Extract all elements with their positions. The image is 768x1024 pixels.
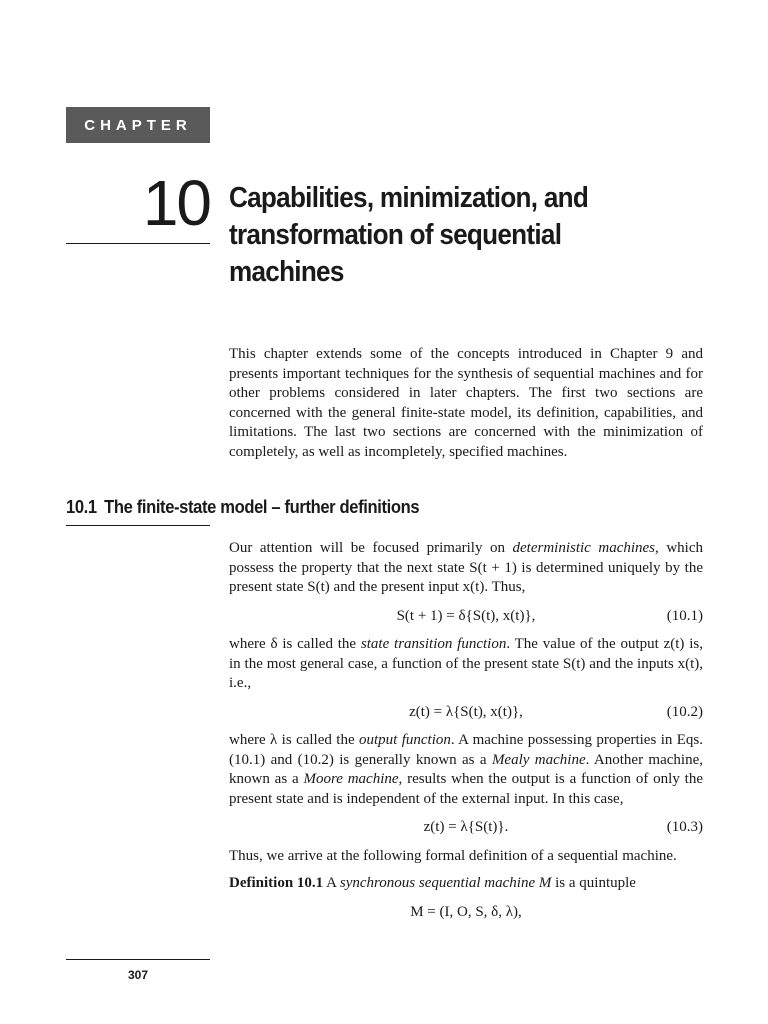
equation-10-1: [229, 607, 703, 627]
term-synchronous-sequential-machine: synchronous sequential machine M: [339, 875, 552, 891]
chapter-number-rule: [66, 243, 210, 244]
term-deterministic-machines: deterministic machines: [512, 540, 656, 556]
paragraph-1: Our attention will be focused primarily on deterministic machines, which possess the property that the next state S(t + 1) is determined uniquely by the present state S(t) and the present input x(t). Thus,: [229, 540, 703, 595]
section-heading: [66, 496, 419, 518]
equation-tag: (10.1): [666, 607, 703, 624]
paragraph-2: where δ is called the state transition function. The value of the output z(t) is, in the most general case, a function of the present state S(t) and the inputs x(t), i.e.,: [229, 636, 703, 691]
equation-10-3: [229, 818, 703, 838]
equation-expression: z(t) = λ{S(t)}.: [423, 819, 509, 835]
equation-expression: S(t + 1) = δ{S(t), x(t)},: [396, 607, 536, 624]
chapter-number: 10: [142, 167, 210, 239]
term-state-transition-function: state transition function: [360, 636, 507, 652]
equation-expression: z(t) = λ{S(t), x(t)},: [409, 703, 523, 720]
chapter-label-box: [66, 107, 210, 143]
body-text: [229, 539, 703, 931]
section-number: 10.1: [66, 497, 97, 517]
chapter-title: Capabilities, minimization, and transformation of sequential machines: [229, 182, 589, 288]
paragraph-4: Thus, we arrive at the following formal definition of a sequential machine.: [229, 847, 677, 864]
equation-tag: (10.2): [666, 703, 703, 720]
chapter-intro: This chapter extends some of the concepts introduced in Chapter 9 and presents important techniques for the synthesis of sequential machines and for other problems considered in later chapters. The first two sections are concerned with the general finite-state model, its definition, capabilities, and limitations. The last two sections are concerned with the minimization of completely, as well as incompletely, specified machines.: [229, 346, 703, 460]
equation-10-2: [229, 703, 703, 723]
equation-quintuple: [229, 903, 703, 923]
equation-tag: (10.3): [666, 819, 703, 835]
equation-expression: M = (I, O, S, δ, λ),: [410, 903, 522, 920]
paragraph-3: where λ is called the output function. A machine possessing properties in Eqs. (10.1) and (10.2) is generally known as a Mealy machine. Another machine, known as a Moore machine, results when the output is a function of only the present state and is independent of the external input. In this case,: [229, 732, 703, 807]
term-output-function: output function: [358, 732, 451, 748]
page-number: 307: [127, 968, 149, 982]
term-moore-machine: Moore machine: [303, 771, 399, 787]
footer-rule: [66, 959, 210, 960]
section-rule: [66, 525, 210, 526]
section-title: The finite-state model – further definitions: [104, 497, 420, 517]
term-mealy-machine: Mealy machine: [491, 751, 586, 768]
chapter-label: CHAPTER: [84, 116, 192, 134]
definition-label: Definition 10.1: [229, 875, 324, 891]
definition-10-1: Definition 10.1 A synchronous sequential machine M is a quintuple: [229, 875, 636, 891]
